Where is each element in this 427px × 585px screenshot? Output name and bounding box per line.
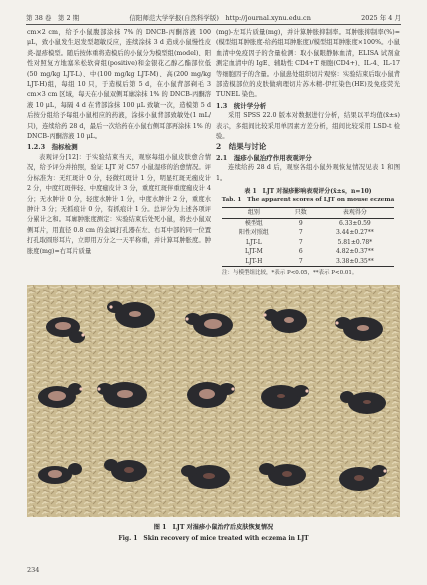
method-paragraph: cm×2 cm，给予小鼠腹部涂抹 7% 的 DNCB-丙酮溶液 100 μL，致小鼠发生迟发型超敏反应，连续涂抹 3 d 造成小鼠慢性皮炎-湿疹模型。随后按体重将造模后的小鼠分为模型组(model)、阳性对照复方地塞米松软膏组(positive)和金银花乙醇乙酯部位低(50 mg/kg LJT-L)、中(100 mg/kg LJT-M)、高(200 mg/kg LJT-H)组，每组 10 只，于造模后第 5 d，在小鼠背部剃毛 3 cm×3 cm 区域，每天在小鼠双侧耳廓涂抹 1% 的 DNCB-丙酮溶液 10 μL，每隔 4 d 在背部涂抹 100 μL 致敏一次，造模第 5 d 后按分组给予每组小鼠相应的药液，涂抹小鼠背部致敏处(1 mL/只)，连续给药 28 d，最后一次给药在小鼠右侧耳部再涂抹 1% 的 DNCB-丙酮溶液 10 μL。 bbox=[27, 29, 211, 141]
cell-score: 3.44±0.27** bbox=[335, 229, 374, 237]
subsection-heading-score: 2.1 湿疹小鼠治疗作用表观评分 bbox=[216, 153, 312, 162]
cell-count: 7 bbox=[298, 229, 303, 237]
table-1 bbox=[216, 187, 400, 277]
right-column bbox=[216, 28, 400, 277]
table-row bbox=[222, 257, 394, 267]
col-header-count: 只数 bbox=[294, 209, 307, 217]
figure-caption-en: Fig. 1 Skin recovery of mice treated with eczema in LJT bbox=[118, 535, 309, 542]
cell-score: 6.33±0.59 bbox=[338, 219, 371, 227]
cell-score: 5.81±0.78* bbox=[337, 238, 373, 246]
figure-caption-cn: 图 1 LJT 对湿疹小鼠治疗后皮肤恢复情况 bbox=[153, 524, 274, 531]
page-number: 234 bbox=[27, 566, 40, 574]
cell-group: 模型组 bbox=[244, 219, 263, 227]
header-journal: 信阳师范大学学报(自然科学版) http://journal.xynu.edu.cn bbox=[129, 14, 311, 22]
table-footnote: 注：与模型组比较，*表示 P<0.05，**表示 P<0.01。 bbox=[222, 270, 358, 277]
mouse-photo-illustration bbox=[27, 285, 400, 517]
table-caption-en: Tab. 1 The apparent scores of LJT on mouse eczema bbox=[221, 197, 395, 204]
table-header-row bbox=[222, 208, 394, 219]
col-header-score: 表观得分 bbox=[342, 209, 367, 217]
running-header bbox=[26, 8, 401, 25]
mouse-skin-photo bbox=[27, 285, 400, 517]
col-header-group: 组别 bbox=[247, 209, 260, 217]
cell-count: 6 bbox=[298, 248, 303, 256]
cell-count: 9 bbox=[298, 219, 303, 227]
left-column bbox=[27, 28, 211, 257]
cell-group: LJT-H bbox=[245, 257, 263, 265]
table-row bbox=[222, 228, 394, 238]
swelling-paragraph: (mg)-左耳片质量(mg)，并计算肿胀抑制率。耳肿胀抑制率(%)=(模型组耳肿胀度-给药组耳肿胀度)/模型组耳肿胀度×100%。小鼠血清中免疫因子的含量检测：取小鼠眼静脉血清，ELISA 试剂盒测定血清中的 IgE、辅助性 CD4+T 细胞(CD4+)、IL-4、IL-17 等细胞因子的含量。小鼠患处组织切片观察：实验结束后取小鼠背部造模部位的皮肤做病理切片苏木精-伊红染色(HE)及免疫荧光 TUNEL 染色。 bbox=[216, 29, 400, 99]
section-heading-results: 2 结果与讨论 bbox=[216, 142, 267, 152]
table-row bbox=[222, 247, 394, 257]
table-row bbox=[222, 238, 394, 248]
cell-group: LJT-L bbox=[246, 238, 262, 246]
cell-group: LJT-M bbox=[244, 248, 263, 256]
cell-count: 7 bbox=[298, 257, 303, 265]
table-caption-cn: 表 1 LJT 对湿疹影响表观评分(x̄±s，n=10) bbox=[244, 188, 372, 196]
header-volume: 第 38 卷 第 2 期 bbox=[26, 14, 80, 22]
cell-score: 4.82±0.37** bbox=[335, 248, 374, 256]
score-table bbox=[222, 207, 394, 267]
subsection-heading-indicators: 1.2.3 指标检测 bbox=[27, 143, 78, 152]
cell-score: 3.38±0.35** bbox=[335, 257, 374, 265]
results-paragraph: 连续给药 28 d 后，观察各组小鼠外观恢复情况见表 1 和图 1。 bbox=[216, 164, 400, 182]
subsection-heading-statistics: 1.3 统计学分析 bbox=[216, 101, 267, 110]
table-row bbox=[222, 218, 394, 228]
cell-group: 阳性对照组 bbox=[238, 229, 269, 237]
header-date: 2025 年 4 月 bbox=[361, 14, 401, 22]
statistics-paragraph: 采用 SPSS 22.0 版本对数据进行分析，结果以平均值(x̄±s)表示，多组间比较采用单因素方差分析，组间比较采用 LSD-t 检验。 bbox=[216, 112, 400, 141]
cell-count: 7 bbox=[298, 238, 303, 246]
scoring-paragraph: 表观评分[12]：于实验结束当天，观察每组小鼠皮肤愈合情况，给予评分并拍照，验证 LJT 对 C57 小鼠湿疹的治愈情况。评分标准为：无红斑计 0 分，轻微红斑计 1 分，明显红斑无痂皮计 2 分，中度红斑伴轻、中度痂皮计 3 分，重度红斑伴重度痂皮计 4 分；无水肿计 0 分，轻度水肿计 1 分，中度水肿计 2 分，重度水肿计 3 分；无抓痕计 0 分，有抓痕计 1 分。总评分为上述各项评分累计之和。耳廓肿胀度测定：实验结束后处死小鼠，将去小鼠双侧耳片，用直径 0.8 cm 的金属打孔器在左、右耳中部的同一位置打孔取圆形耳片，立即用万分之一天平称重，并计算耳肿胀度。肿胀度(mg)=右耳片质量 bbox=[27, 153, 211, 255]
